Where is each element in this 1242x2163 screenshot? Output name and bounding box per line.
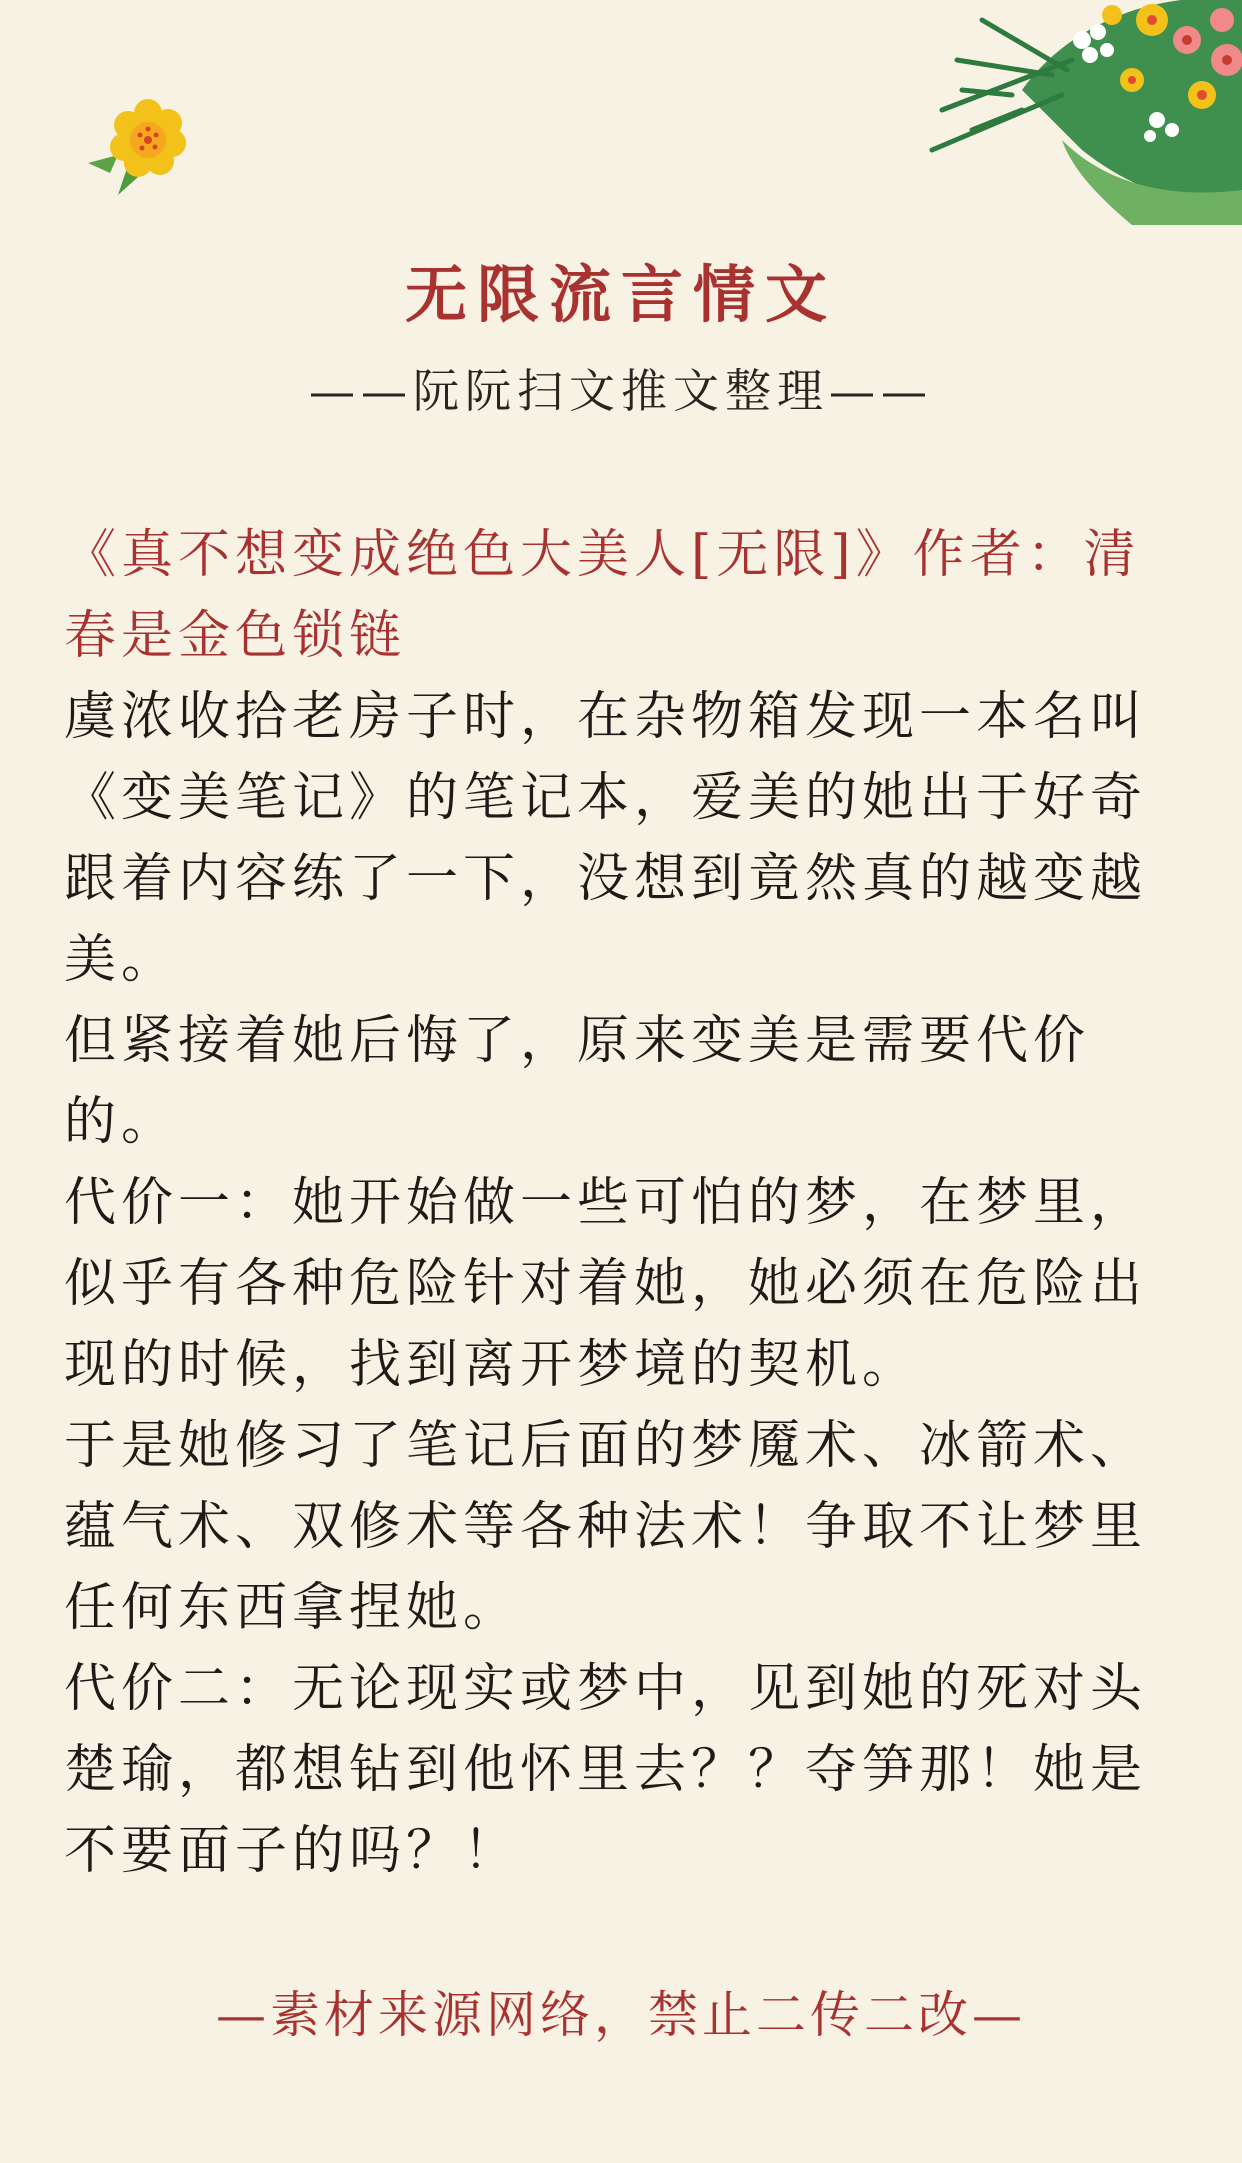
- subtitle: ——阮阮扫文推文整理——: [309, 364, 933, 418]
- paragraph-regret: 但紧接着她后悔了，原来变美是需要代价的。: [64, 1011, 1091, 1152]
- source-notice: —素材来源网络，禁止二传二改—: [216, 1986, 1026, 2044]
- book-title: 《真不想变成绝色大美人[无限]》作者：清春是金色锁链: [64, 525, 1141, 666]
- page-title: 无限流言情文: [404, 258, 837, 331]
- paragraph-cost-two: 代价二：无论现实或梦中，见到她的死对头楚瑜，都想钻到他怀里去？？夺笋那！她是不要面子的吗？！: [64, 1659, 1148, 1881]
- paragraph-spells: 于是她修习了笔记后面的梦魇术、冰箭术、蕴气术、双修术等各种法术！争取不让梦里任何东西拿捏她。: [64, 1416, 1148, 1638]
- flower-bouquet-icon: [902, 0, 1242, 225]
- sunflower-icon: [88, 85, 198, 195]
- article-body: [64, 515, 1184, 1892]
- paragraph-intro: 虞浓收拾老房子时，在杂物箱发现一本名叫《变美笔记》的笔记本，爱美的她出于好奇跟着内容练了一下，没想到竟然真的越变越美。: [64, 687, 1148, 990]
- paragraph-cost-one: 代价一：她开始做一些可怕的梦，在梦里，似乎有各种危险针对着她，她必须在危险出现的时候，找到离开梦境的契机。: [64, 1173, 1148, 1395]
